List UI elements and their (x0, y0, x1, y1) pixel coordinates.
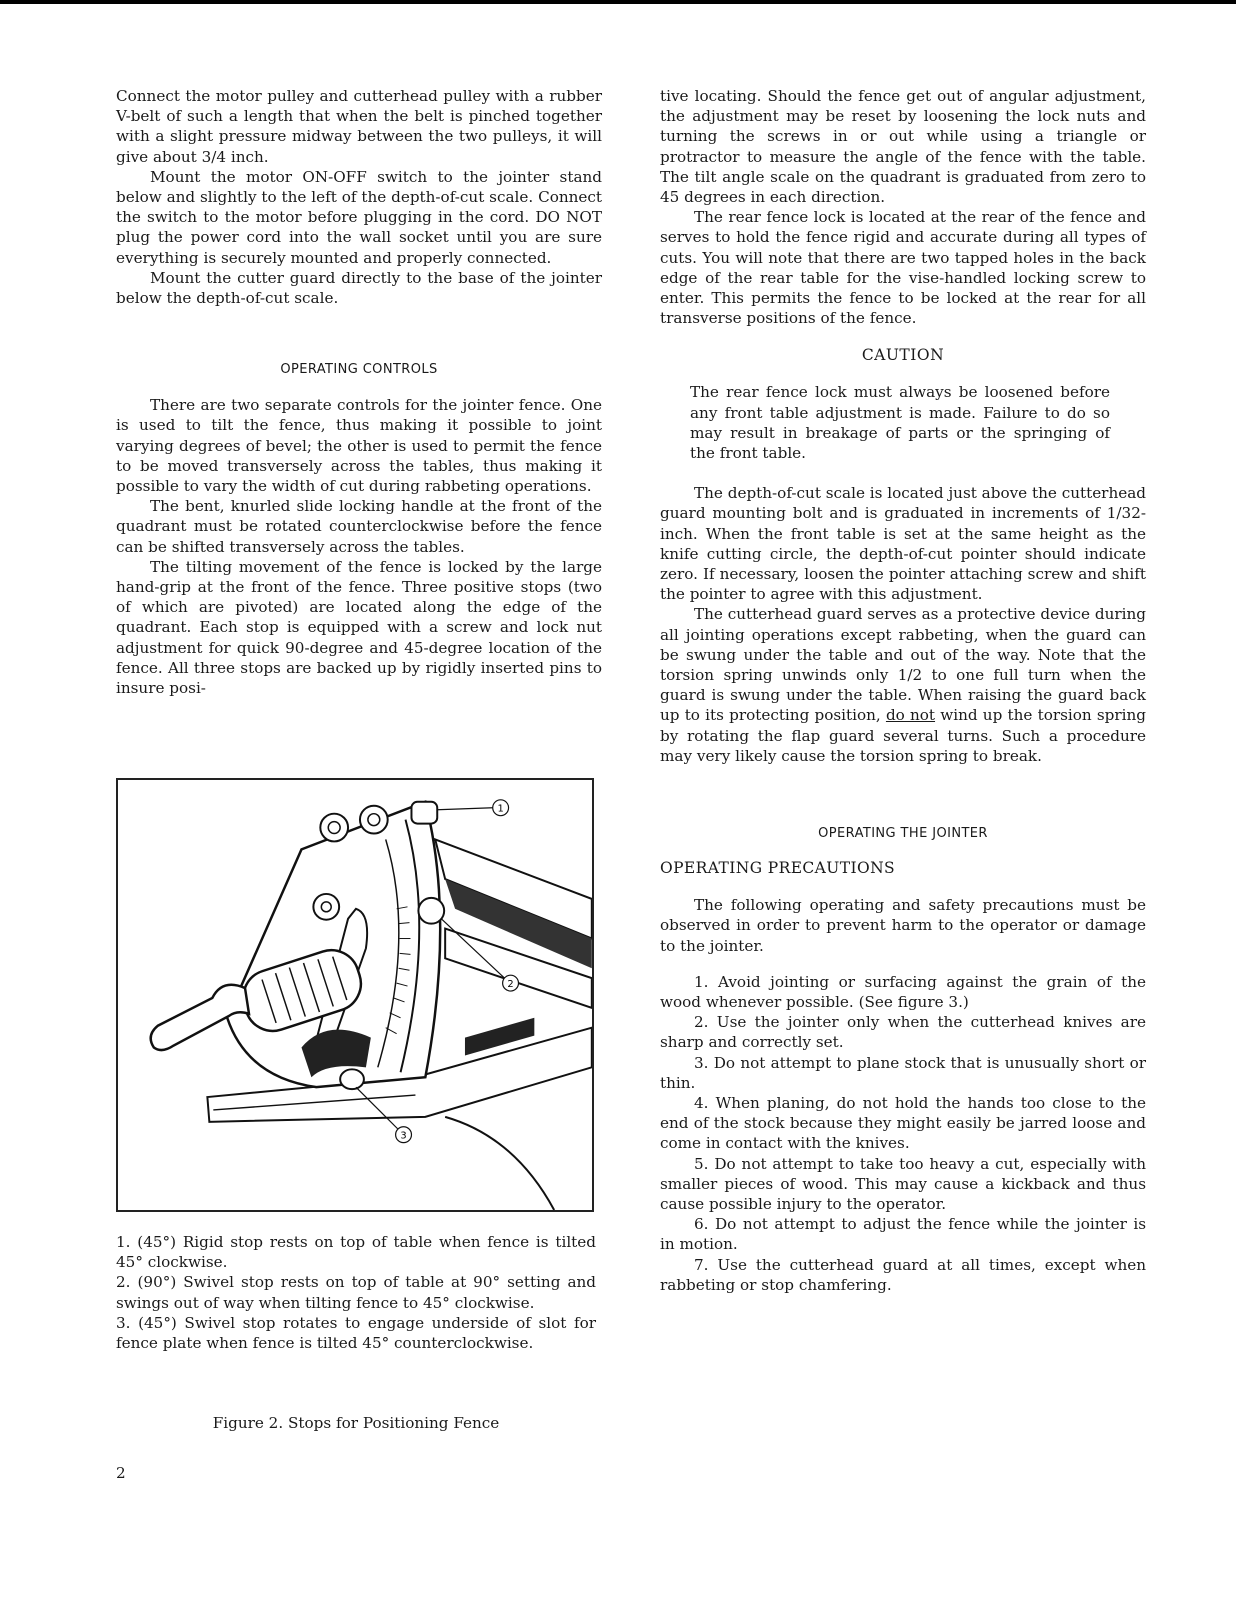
figure-title: Figure 2. Stops for Positioning Fence (212, 1414, 500, 1432)
figure-illustration (116, 778, 594, 1212)
fence-stops-drawing (118, 780, 592, 1210)
paragraph: The bent, knurled slide locking handle at the front of the quadrant must be rotated counterclockwise before the fence can be shifted transversely across the tables. (116, 497, 602, 556)
caution-heading: CAUTION (861, 346, 945, 365)
paragraph: The depth-of-cut scale is located just above the cutterhead guard mounting bolt and is graduated in increments of 1/32-inch. When the front table is set at the same height as the knife cutting circle, the depth-of-cut pointer should indicate zero. If necessary, loosen the pointer attaching screw and shift the pointer to agree with this adjustment. (660, 484, 1146, 604)
callout-label: 3 (400, 1130, 407, 1142)
text-run: wind up the torsion spring by rotating the flap guard several turns. Such a procedure may very likely cause the torsion spring to break. (660, 706, 1147, 765)
list-item: 1. Avoid jointing or surfacing against the grain of the wood whenever possible. (See figure 3.) (660, 972, 1146, 1011)
underlined-text: do not (885, 706, 936, 725)
list-item: 4. When planing, do not hold the hands too close to the end of the stock because they might easily be jarred loose and come in contact with the knives. (660, 1093, 1146, 1153)
caption-item: 2. (90°) Swivel stop rests on top of table at 90° setting and swings out of way when tilting fence to 45° clockwise. (116, 1273, 596, 1312)
caption-item: 1. (45°) Rigid stop rests on top of table when fence is tilted 45° clockwise. (116, 1233, 596, 1272)
paragraph: The tilting movement of the fence is locked by the large hand-grip at the front of the fence. Three positive stops (two of which are pivoted) are located along the edge of the quadrant. Each stop is equipped with a screw and lock nut adjustment for quick 90-degree and 45-degree location of the fence. All three stops are backed up by rigidly inserted pins to insure posi- (116, 557, 602, 698)
page-number: 2 (116, 1464, 126, 1482)
paragraph: There are two separate controls for the jointer fence. One is used to tilt the fence, thus making it possible to joint varying degrees of bevel; the other is used to permit the fence to be moved transversely across the tables, thus making it possible to vary the width of cut during rabbeting operations. (116, 396, 602, 496)
right-column (660, 86, 1146, 1295)
paragraph: The rear fence lock is located at the rear of the fence and serves to hold the fence rigid and accurate during all types of cuts. You will note that there are two tapped holes in the back edge of the rear table for the vise-handled locking screw to enter. This permits the fence to be locked at the rear for all transverse positions of the fence. (660, 208, 1146, 328)
list-item: 6. Do not attempt to adjust the fence while the jointer is in motion. (660, 1215, 1146, 1254)
paragraph: Mount the motor ON-OFF switch to the jointer stand below and slightly to the left of the depth-of-cut scale. Connect the switch to the motor before plugging in the cord. DO NOT plug the power cord into the wall socket until you are sure everything is securely mounted and properly connected. (116, 167, 602, 267)
left-column (116, 86, 602, 698)
paragraph: Mount the cutter guard directly to the base of the jointer below the depth-of-cut scale. (116, 268, 602, 308)
caution-text: The rear fence lock must always be loosened before any front table adjustment is made. Failure to do so may result in breakage of parts or the springing of the front table. (690, 383, 1110, 463)
list-item: 5. Do not attempt to take too heavy a cut, especially with smaller pieces of wood. This may cause a kickback and thus cause possible injury to the operator. (660, 1154, 1146, 1213)
list-item: 2. Use the jointer only when the cutterhead knives are sharp and correctly set. (660, 1013, 1146, 1052)
top-rule (0, 0, 1236, 4)
figure-captions (116, 1232, 596, 1353)
caption-item: 3. (45°) Swivel stop rotates to engage underside of slot for fence plate when fence is tilted 45° counterclockwise. (116, 1313, 596, 1353)
subsection-heading: OPERATING PRECAUTIONS (660, 859, 896, 878)
paragraph (660, 604, 1146, 766)
list-item: 3. Do not attempt to plane stock that is unusually short or thin. (660, 1053, 1146, 1092)
paragraph: Connect the motor pulley and cutterhead pulley with a rubber V-belt of such a length that when the belt is pinched together with a slight pressure midway between the two pulleys, it will give about 3/4 inch. (116, 87, 602, 166)
paragraph: The following operating and safety precautions must be observed in order to prevent harm to the operator or damage to the jointer. (660, 896, 1146, 955)
section-heading: OPERATING THE JOINTER (818, 826, 988, 842)
list-item: 7. Use the cutterhead guard at all times, except when rabbeting or stop chamfering. (660, 1255, 1146, 1294)
callout-label: 1 (497, 803, 504, 815)
paragraph: tive locating. Should the fence get out of angular adjustment, the adjustment may be reset by loosening the lock nuts and turning the screws in or out while using a triangle or protractor to measure the angle of the fence with the table. The tilt angle scale on the quadrant is graduated from zero to 45 degrees in each direction. (660, 87, 1146, 207)
section-heading: OPERATING CONTROLS (280, 362, 438, 378)
text-run: The cutterhead guard serves as a protective device during all jointing operations except rabbeting, when the guard can be swung under the table and out of the way. Note that the torsion spring unwinds only 1/2 to one full turn when the guard is swung under the table. When raising the guard back up to its protecting position, (660, 605, 1146, 725)
callout-label: 2 (507, 979, 514, 991)
